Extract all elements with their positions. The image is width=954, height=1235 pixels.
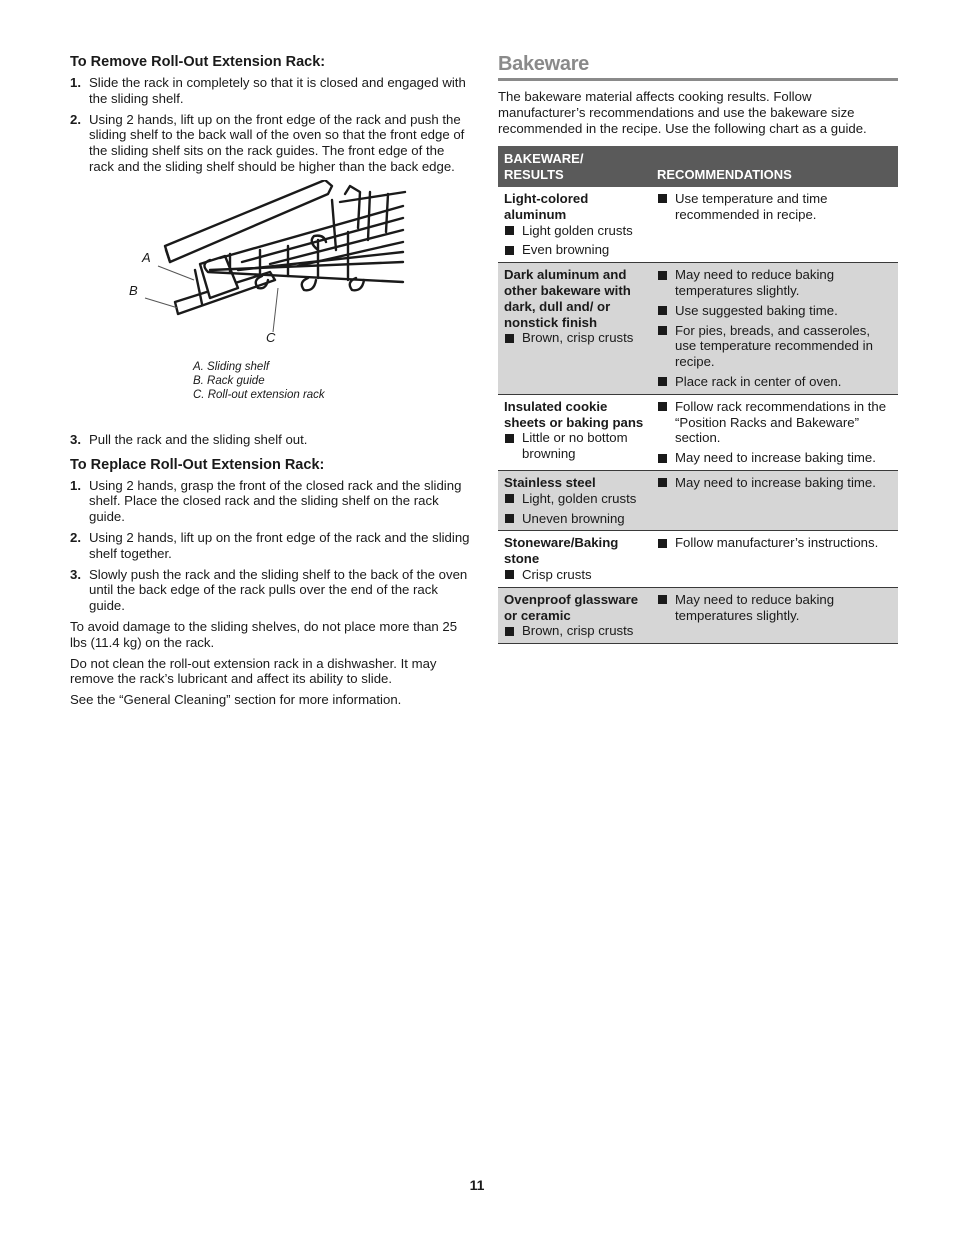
weight-note: To avoid damage to the sliding shelves, do not place more than 25 lbs (11.4 kg) on the rack.: [70, 618, 458, 650]
remove-steps-continued: [70, 432, 470, 448]
result-text: Brown, crisp crusts: [522, 623, 634, 639]
square-bullet-icon: [505, 514, 514, 523]
list-item: [70, 432, 470, 448]
label-c: C: [266, 329, 276, 345]
result-item: [504, 242, 645, 258]
list-item: [70, 567, 470, 614]
remove-heading: To Remove Roll-Out Extension Rack:: [70, 54, 326, 70]
bakeware-name: Ovenproof glassware or ceramic: [504, 591, 639, 623]
result-item: [504, 430, 645, 462]
recommendation-text: May need to reduce baking temperatures slightly.: [675, 267, 835, 298]
recommendation-item: [657, 191, 892, 223]
remove-steps: [70, 75, 470, 175]
left-column: [70, 53, 470, 713]
recommendation-item: [657, 303, 892, 319]
recommendation-text: Use temperature and time recommended in recipe.: [675, 190, 828, 222]
result-text: Light golden crusts: [522, 222, 633, 238]
bakeware-cell: [498, 531, 651, 587]
bakeware-name: Insulated cookie sheets or baking pans: [504, 398, 644, 430]
recommendation-text: Follow manufacturer’s instructions.: [675, 535, 879, 551]
replace-steps: [70, 478, 470, 614]
step-text: Using 2 hands, lift up on the front edge of the rack and the sliding shelf together.: [89, 529, 470, 561]
recommendation-item: [657, 475, 892, 491]
replace-heading: To Replace Roll-Out Extension Rack:: [70, 456, 325, 473]
recommendations-cell: [651, 470, 898, 530]
step-text: Using 2 hands, lift up on the front edge of the rack and push the sliding shelf to the back wall of the oven so that the front edge of the sliding shelf sits on the rack guides. The front edge of the rack and the sliding shelf should be higher than the back edge.: [89, 111, 465, 174]
recommendation-item: [657, 267, 892, 299]
bakeware-cell: [498, 587, 651, 643]
table-header-row: [498, 146, 898, 187]
recommendation-item: [657, 535, 892, 551]
step-text: Slide the rack in completely so that it is closed and engaged with the sliding shelf.: [89, 75, 466, 106]
result-item: [504, 511, 645, 527]
table-row: [498, 263, 898, 395]
bakeware-name: Stoneware/Baking stone: [504, 535, 619, 567]
list-item: [70, 112, 470, 175]
step-number: 2.: [70, 111, 81, 127]
result-item: [504, 491, 645, 507]
recommendation-item: [657, 450, 892, 466]
label-a: A: [142, 249, 151, 265]
bakeware-name: Dark aluminum and other bakeware with dark, dull and/ or nonstick finish: [504, 267, 631, 330]
page-number: 11: [469, 1177, 485, 1193]
square-bullet-icon: [505, 434, 514, 443]
result-text: Brown, crisp crusts: [522, 330, 634, 346]
bakeware-cell: [498, 394, 651, 470]
result-item: [504, 623, 645, 639]
square-bullet-icon: [505, 494, 514, 503]
header-recommendations: RECOMMENDATIONS: [651, 146, 898, 187]
step-number: 3.: [70, 566, 81, 582]
recommendation-text: Place rack in center of oven.: [675, 373, 842, 389]
step-text: Using 2 hands, grasp the front of the closed rack and the sliding shelf. Place the closed rack and the sliding shelf on the rack guide.: [89, 477, 462, 525]
square-bullet-icon: [505, 627, 514, 636]
recommendation-text: Use suggested baking time.: [675, 302, 838, 318]
recommendation-item: [657, 323, 892, 370]
recommendation-text: For pies, breads, and casseroles, use temperature recommended in recipe.: [675, 322, 873, 370]
result-text: Even browning: [522, 242, 610, 258]
bakeware-cell: [498, 470, 651, 530]
recommendations-cell: [651, 187, 898, 263]
result-item: [504, 223, 645, 239]
dishwasher-note: Do not clean the roll-out extension rack in a dishwasher. It may remove the rack’s lubricant and affect its ability to slide.: [70, 655, 437, 687]
square-bullet-icon: [505, 334, 514, 343]
square-bullet-icon: [505, 570, 514, 579]
square-bullet-icon: [505, 246, 514, 255]
list-item: [70, 478, 470, 525]
square-bullet-icon: [658, 271, 667, 280]
table-row: [498, 187, 898, 263]
square-bullet-icon: [658, 377, 667, 386]
step-number: 1.: [70, 75, 81, 90]
result-text: Uneven browning: [522, 510, 625, 526]
table-row: [498, 470, 898, 530]
square-bullet-icon: [658, 595, 667, 604]
result-item: [504, 330, 645, 346]
table-row: [498, 531, 898, 587]
square-bullet-icon: [658, 402, 667, 411]
recommendation-item: [657, 374, 892, 390]
list-item: [70, 530, 470, 562]
result-text: Light, golden crusts: [522, 490, 637, 506]
caption-sliding-shelf: A. Sliding shelf: [193, 360, 270, 373]
recommendations-cell: [651, 394, 898, 470]
recommendations-cell: [651, 531, 898, 587]
result-item: [504, 567, 645, 583]
bakeware-table: [498, 146, 898, 644]
recommendation-text: May need to increase baking time.: [675, 474, 876, 490]
caption-extension-rack: C. Roll-out extension rack: [193, 388, 325, 401]
recommendation-text: Follow rack recommendations in the “Position Racks and Bakeware” section.: [675, 398, 887, 446]
bakeware-name: Light-colored aluminum: [504, 190, 589, 222]
recommendation-item: [657, 592, 892, 624]
recommendations-cell: [651, 263, 898, 395]
recommendation-text: May need to increase baking time.: [675, 450, 876, 466]
page-title: Bakeware: [498, 53, 589, 75]
step-number: 3.: [70, 431, 81, 447]
square-bullet-icon: [658, 306, 667, 315]
recommendation-item: [657, 399, 892, 446]
square-bullet-icon: [658, 454, 667, 463]
cleaning-reference: See the “General Cleaning” section for more information.: [70, 692, 402, 708]
bakeware-name: Stainless steel: [504, 474, 596, 490]
step-text: Slowly push the rack and the sliding shelf to the back of the oven until the back edge of the rack pulls over the end of the rack guide.: [89, 566, 468, 614]
figure-captions: [193, 360, 325, 402]
bakeware-cell: [498, 187, 651, 263]
square-bullet-icon: [658, 194, 667, 203]
header-bakeware: BAKEWARE/ RESULTS: [498, 146, 651, 187]
square-bullet-icon: [658, 539, 667, 548]
step-number: 1.: [70, 477, 81, 493]
result-text: Crisp crusts: [522, 566, 592, 582]
result-text: Little or no bottom browning: [522, 430, 628, 462]
bakeware-cell: [498, 263, 651, 395]
table-row: [498, 587, 898, 643]
table-row: [498, 394, 898, 470]
label-b: B: [129, 282, 138, 298]
table-body: [498, 187, 898, 644]
title-divider: [498, 78, 898, 81]
list-item: [70, 75, 470, 107]
step-text: Pull the rack and the sliding shelf out.: [89, 431, 308, 447]
square-bullet-icon: [658, 478, 667, 487]
rack-illustration: [70, 180, 470, 428]
step-number: 2.: [70, 529, 81, 545]
recommendation-text: May need to reduce baking temperatures slightly.: [675, 591, 835, 623]
intro-paragraph: The bakeware material affects cooking results. Follow manufacturer’s recommendations and use the bakeware size recommended in the recipe. Use the following chart as a guide.: [498, 89, 867, 136]
recommendations-cell: [651, 587, 898, 643]
right-column: [498, 52, 898, 644]
square-bullet-icon: [658, 326, 667, 335]
caption-rack-guide: B. Rack guide: [193, 374, 265, 387]
square-bullet-icon: [505, 226, 514, 235]
